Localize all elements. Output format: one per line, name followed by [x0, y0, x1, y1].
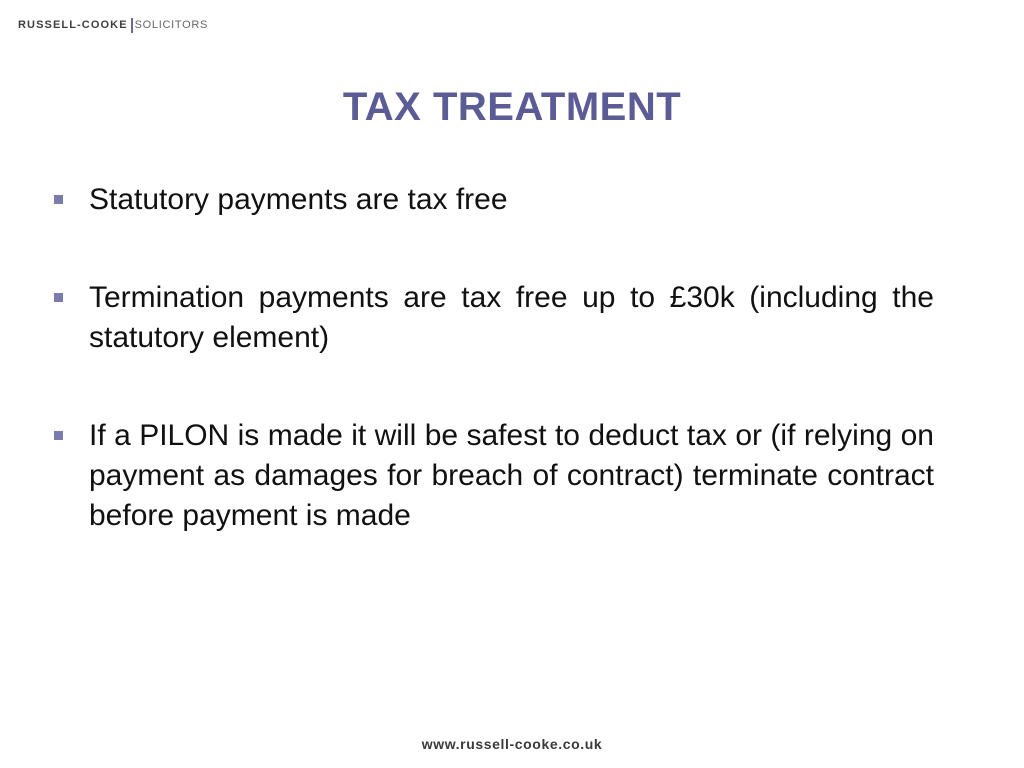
bullet-list — [54, 180, 934, 536]
bullet-text: If a PILON is made it will be safest to deduct tax or (if relying on payment as damages for breach of contract) terminate contract before payment is made — [89, 419, 934, 532]
square-bullet-icon — [54, 195, 63, 204]
bullet-text: Termination payments are tax free up to £30k (including the statutory element) — [89, 281, 934, 354]
slide-title: TAX TREATMENT — [342, 85, 682, 129]
logo-brand-text: RUSSELL-COOKE — [18, 19, 128, 31]
company-logo — [18, 17, 208, 33]
bullet-item — [54, 180, 934, 220]
square-bullet-icon — [54, 293, 63, 302]
logo-suffix-text: SOLICITORS — [134, 19, 209, 31]
logo-divider — [131, 18, 133, 33]
bullet-text: Statutory payments are tax free — [89, 183, 508, 216]
footer-website-link[interactable]: www.russell-cooke.co.uk — [421, 736, 603, 752]
bullet-item — [54, 416, 934, 536]
square-bullet-icon — [54, 431, 63, 440]
bullet-item — [54, 278, 934, 358]
